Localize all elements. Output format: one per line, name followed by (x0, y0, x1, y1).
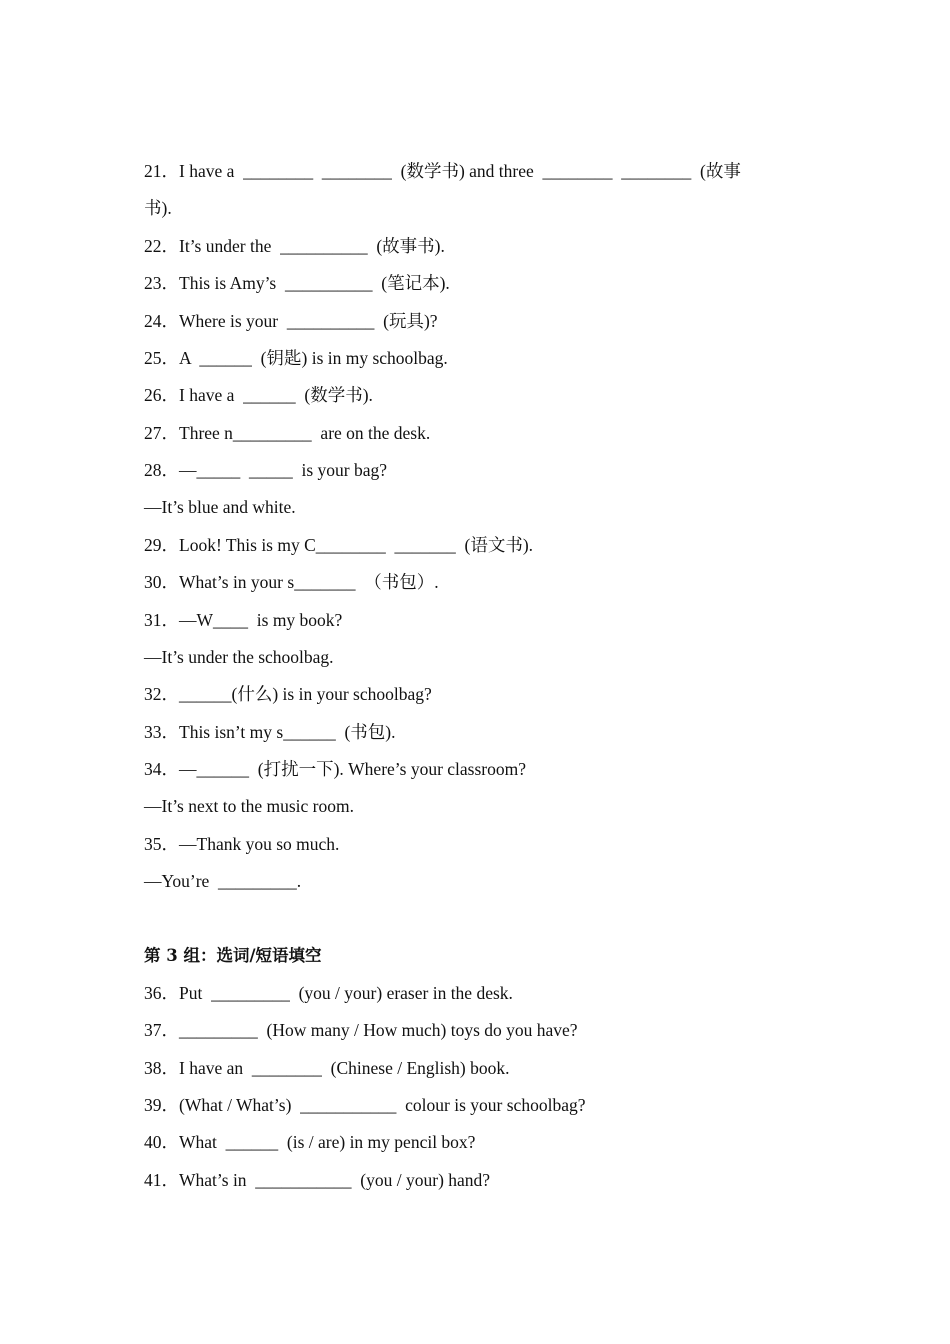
question-40: 40．What ______ (is / are) in my pencil box? (144, 1132, 476, 1152)
question-28: 28．—_____ _____ is your bag? (144, 460, 388, 480)
question-27: 27．Three n_________ are on the desk. (144, 423, 431, 443)
question-23: 23．This is Amy’s __________ (笔记本). (144, 273, 450, 293)
section-heading: 第 3 组：选词/短语填空 (144, 946, 322, 965)
question-32: 32．______(什么) is in your schoolbag? (144, 684, 432, 704)
question-21-continued: 书). (144, 198, 172, 218)
question-24: 24．Where is your __________ (玩具)? (144, 311, 438, 331)
question-28-answer: —It’s blue and white. (144, 497, 296, 517)
question-34: 34．—______ (打扰一下). Where’s your classroom? (144, 759, 527, 779)
question-35: 35．—Thank you so much. (144, 834, 340, 854)
question-22: 22．It’s under the __________ (故事书). (144, 236, 445, 256)
question-37: 37．_________ (How many / How much) toys do you have? (144, 1020, 578, 1040)
question-34-answer: —It’s next to the music room. (144, 796, 354, 816)
question-35-answer: —You’re _________. (144, 871, 302, 891)
question-38: 38．I have an ________ (Chinese / English) book. (144, 1058, 510, 1078)
question-41: 41．What’s in ___________ (you / your) hand? (144, 1170, 491, 1190)
question-26: 26．I have a ______ (数学书). (144, 385, 373, 405)
question-31-answer: —It’s under the schoolbag. (144, 647, 334, 667)
question-33: 33．This isn’t my s______ (书包). (144, 722, 396, 742)
question-31: 31．—W____ is my book? (144, 610, 343, 630)
question-36: 36．Put _________ (you / your) eraser in the desk. (144, 983, 513, 1003)
question-21: 21．I have a ________ ________ (数学书) and three ________ ________ (故事 (144, 161, 741, 181)
question-29: 29．Look! This is my C________ _______ (语文书). (144, 535, 534, 555)
question-39: 39．(What / What’s) ___________ colour is your schoolbag? (144, 1095, 586, 1115)
question-30: 30．What’s in your s_______ （书包）. (144, 572, 439, 592)
question-25: 25．A ______ (钥匙) is in my schoolbag. (144, 348, 448, 368)
